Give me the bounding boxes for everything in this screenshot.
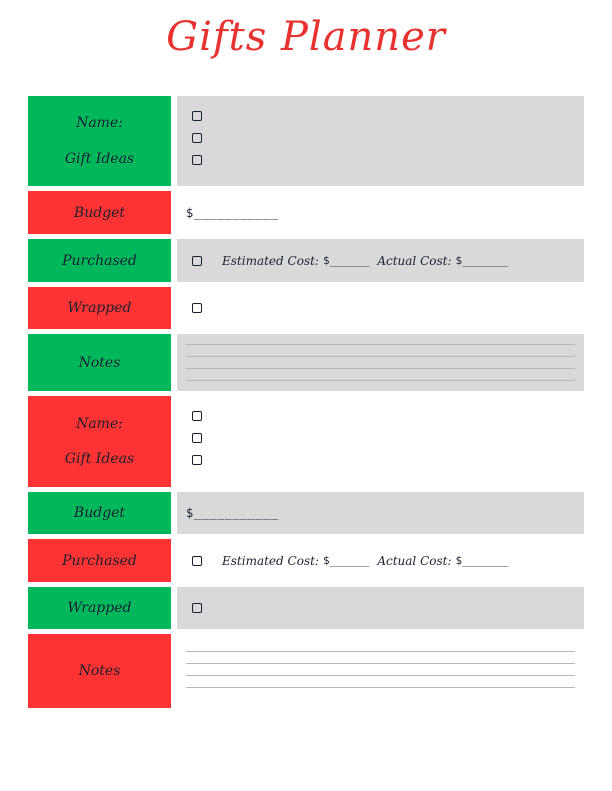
gift-ideas-area: [177, 96, 584, 186]
notes-line: [186, 368, 575, 369]
wrapped-area: [177, 287, 584, 329]
wrapped-area: [177, 587, 584, 629]
purchased-area: [177, 539, 584, 582]
estimated-cost-field[interactable]: $______: [322, 254, 370, 267]
purchased-checkbox[interactable]: [192, 556, 202, 566]
purchased-label: Purchased: [28, 239, 171, 282]
purchased-label: Purchased: [28, 539, 171, 582]
notes-line: [186, 663, 575, 664]
notes-line: [186, 344, 575, 345]
wrapped-checkbox[interactable]: [192, 603, 202, 613]
estimated-cost-label: Estimated Cost:: [222, 553, 319, 568]
gift-ideas-label: Gift Ideas: [64, 150, 135, 167]
budget-area: [177, 492, 584, 534]
actual-cost-label: Actual Cost:: [377, 553, 452, 568]
notes-area[interactable]: [177, 634, 584, 708]
name-label-cell: [28, 96, 171, 186]
name-label-cell: [28, 396, 171, 487]
wrapped-label: Wrapped: [28, 587, 171, 629]
gift-ideas-label: Gift Ideas: [64, 451, 135, 468]
budget-label: Budget: [28, 492, 171, 534]
notes-line: [186, 356, 575, 357]
purchased-checkbox[interactable]: [192, 256, 202, 266]
budget-area: [177, 191, 584, 234]
notes-label: Notes: [28, 334, 171, 391]
gift-idea-checkbox-2[interactable]: [192, 133, 202, 143]
budget-field[interactable]: $___________: [186, 506, 279, 520]
gift-idea-checkbox-2[interactable]: [192, 433, 202, 443]
wrapped-checkbox[interactable]: [192, 303, 202, 313]
budget-field[interactable]: $___________: [186, 205, 279, 220]
estimated-cost-field[interactable]: $______: [322, 554, 370, 567]
actual-cost-label: Actual Cost:: [377, 253, 452, 268]
notes-line: [186, 380, 575, 381]
budget-label: Budget: [28, 191, 171, 234]
purchased-area: [177, 239, 584, 282]
gift-idea-checkbox-1[interactable]: [192, 111, 202, 121]
notes-label: Notes: [28, 634, 171, 708]
gift-idea-checkbox-1[interactable]: [192, 411, 202, 421]
notes-line: [186, 687, 575, 688]
page-title: Gifts Planner: [166, 14, 446, 60]
actual-cost-field[interactable]: $_______: [455, 254, 509, 267]
name-label: Name:: [76, 415, 123, 432]
name-label: Name:: [76, 115, 123, 132]
notes-line: [186, 675, 575, 676]
notes-line: [186, 651, 575, 652]
gift-idea-checkbox-3[interactable]: [192, 155, 202, 165]
actual-cost-field[interactable]: $_______: [455, 554, 509, 567]
wrapped-label: Wrapped: [28, 287, 171, 329]
gift-ideas-area: [177, 396, 584, 487]
notes-area[interactable]: [177, 334, 584, 391]
estimated-cost-label: Estimated Cost:: [222, 253, 319, 268]
gift-idea-checkbox-3[interactable]: [192, 455, 202, 465]
